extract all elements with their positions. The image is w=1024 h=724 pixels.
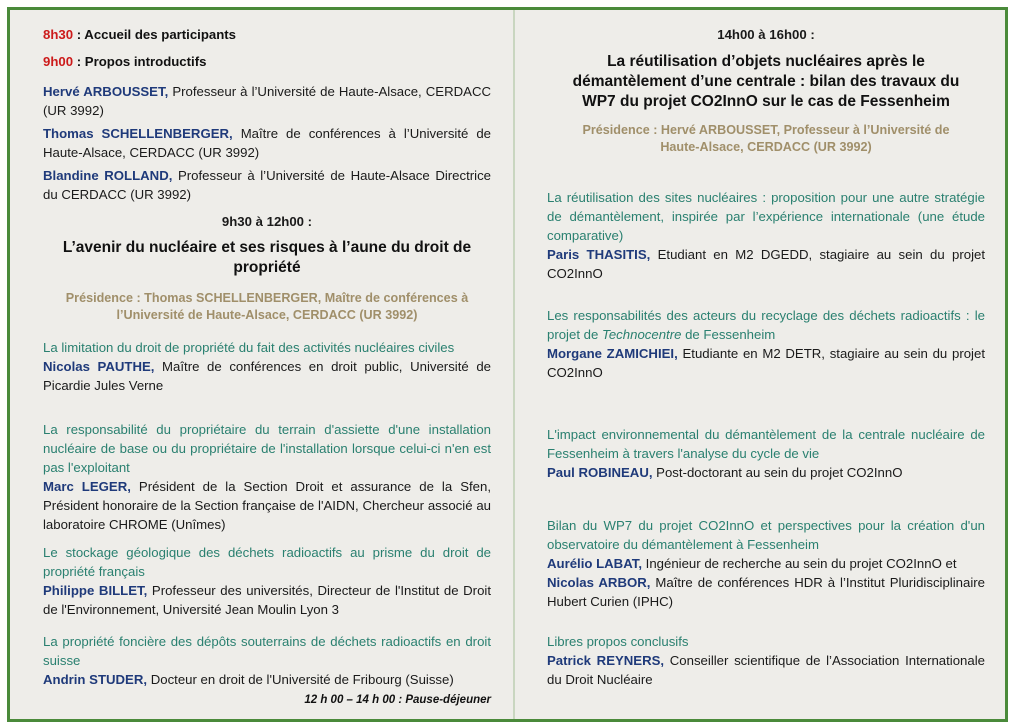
talk bbox=[547, 425, 985, 482]
talk-topic: Libres propos conclusifs bbox=[547, 634, 689, 649]
talk-topic: La responsabilité du propriétaire du terrain d'assiette d'une installation nucléaire de base ou du propriétaire de l'installation lorsque celui-ci n'en est pas l'exploitant bbox=[43, 422, 491, 475]
speaker-desc: Ingénieur de recherche au sein du projet CO2InnO et bbox=[642, 556, 957, 571]
intro-speaker bbox=[43, 166, 491, 204]
speaker-desc: Etudiante en M2 DETR, stagiaire au sein du projet CO2InnO bbox=[547, 346, 985, 380]
talk-topic: La réutilisation des sites nucléaires : proposition pour une autre stratégie de démantèlement, inspirée par l’expérience internationale (une étude comparative) bbox=[547, 190, 985, 243]
speaker-desc: Professeur à l’Université de Haute-Alsace, CERDACC (UR 3992) bbox=[43, 84, 491, 118]
intro-line bbox=[43, 52, 491, 71]
speaker-name: Philippe BILLET, bbox=[43, 583, 148, 598]
speaker-desc: Professeur des universités, Directeur de l'Institut de Droit de l'Environnement, Université Jean Moulin Lyon 3 bbox=[43, 583, 492, 617]
speaker-name: Aurélio LABAT, bbox=[547, 556, 642, 571]
afternoon-time: 14h00 à 16h00 : bbox=[717, 27, 815, 42]
speaker-name: Andrin STUDER, bbox=[43, 672, 148, 687]
lunch-break: 12 h 00 – 14 h 00 : Pause-déjeuner bbox=[304, 694, 491, 706]
speaker-desc: Président de la Section Droit et assurance de la Sfen, Président honoraire de la Section française de l'AIDN, Chercheur associé au laboratoire CHROME (Unîmes) bbox=[43, 479, 491, 532]
column-divider bbox=[513, 10, 515, 719]
intro-label: Propos introductifs bbox=[84, 54, 207, 69]
afternoon-title: La réutilisation d’objets nucléaires après le démantèlement d’une centrale : bilan des travaux du WP7 du projet CO2InnO sur le cas de Fessenheim bbox=[572, 53, 960, 110]
talk bbox=[43, 632, 491, 689]
welcome-sep: : bbox=[73, 27, 85, 42]
afternoon-presidence: Présidence : Hervé ARBOUSSET, Professeur à l’Université de Haute-Alsace, CERDACC (UR 3992) bbox=[582, 123, 950, 154]
speaker-desc: Maître de conférences à l’Université de Haute-Alsace, CERDACC (UR 3992) bbox=[43, 126, 491, 160]
talk bbox=[547, 632, 985, 689]
speaker-name: Marc LEGER, bbox=[43, 479, 131, 494]
speaker-name: Paris THASITIS, bbox=[547, 247, 651, 262]
talk-topic-em: Technocentre bbox=[602, 327, 682, 342]
talk bbox=[43, 420, 491, 534]
talk-topic bbox=[547, 306, 985, 344]
talk bbox=[43, 543, 491, 619]
speaker-desc: Etudiant en M2 DGEDD, stagiaire au sein du projet CO2InnO bbox=[547, 247, 985, 281]
talk-topic-post: de Fessenheim bbox=[681, 327, 776, 342]
speaker-name: Paul ROBINEAU, bbox=[547, 465, 653, 480]
talk-topic: L'impact environnemental du démantèlement de la centrale nucléaire de Fessenheim à travers l'analyse du cycle de vie bbox=[547, 427, 985, 461]
intro-sep: : bbox=[73, 54, 85, 69]
session-time: 9h30 à 12h00 : bbox=[221, 214, 313, 229]
intro-time: 9h00 bbox=[43, 54, 74, 69]
speaker-name: Patrick REYNERS, bbox=[547, 653, 665, 668]
speaker-desc: Maître de conférences en droit public, Université de Picardie Jules Verne bbox=[43, 359, 491, 393]
talk-topic: La limitation du droit de propriété du fait des activités nucléaires civiles bbox=[43, 340, 455, 355]
speaker-name: Nicolas ARBOR, bbox=[547, 575, 651, 590]
speaker-desc: Post-doctorant au sein du projet CO2InnO bbox=[652, 465, 903, 480]
speaker-name: Morgane ZAMICHIEI, bbox=[547, 346, 678, 361]
speaker-name: Thomas SCHELLENBERGER, bbox=[43, 126, 233, 141]
speaker-desc: Maître de conférences HDR à l’Institut Pluridisciplinaire Hubert Curien (IPHC) bbox=[547, 575, 985, 609]
speaker-name: Blandine ROLLAND, bbox=[43, 168, 173, 183]
intro-speaker bbox=[43, 124, 491, 162]
intro-speaker bbox=[43, 82, 491, 120]
speaker-name: Nicolas PAUTHE, bbox=[43, 359, 155, 374]
welcome-time: 8h30 bbox=[43, 27, 74, 42]
speaker-desc: Docteur en droit de l'Université de Fribourg (Suisse) bbox=[147, 672, 454, 687]
talk bbox=[547, 188, 985, 283]
welcome-label: Accueil des participants bbox=[84, 27, 237, 42]
talk-topic: La propriété foncière des dépôts souterrains de déchets radioactifs en droit suisse bbox=[43, 634, 491, 668]
session-title: L’avenir du nucléaire et ses risques à l’aune du droit de propriété bbox=[62, 239, 472, 276]
talk-topic-pre: Les responsabilités des acteurs du recyclage des déchets radioactifs : le projet de bbox=[547, 308, 985, 342]
talk-topic: Bilan du WP7 du projet CO2InnO et perspectives pour la création d'un observatoire du démantèlement à Fessenheim bbox=[547, 518, 985, 552]
welcome-line bbox=[43, 25, 491, 44]
talk-topic: Le stockage géologique des déchets radioactifs au prisme du droit de propriété français bbox=[43, 545, 491, 579]
program-frame bbox=[7, 7, 1008, 722]
speaker-desc: Conseiller scientifique de l’Association Internationale du Droit Nucléaire bbox=[547, 653, 985, 687]
talk bbox=[547, 306, 985, 382]
session-presidence: Présidence : Thomas SCHELLENBERGER, Maître de conférences à l’Université de Haute-Alsace, CERDACC (UR 3992) bbox=[65, 291, 469, 322]
speaker-name: Hervé ARBOUSSET, bbox=[43, 84, 169, 99]
speaker-desc: Professeur à l’Université de Haute-Alsace Directrice du CERDACC (UR 3992) bbox=[43, 168, 492, 202]
talk bbox=[547, 516, 985, 611]
talk bbox=[43, 338, 491, 395]
